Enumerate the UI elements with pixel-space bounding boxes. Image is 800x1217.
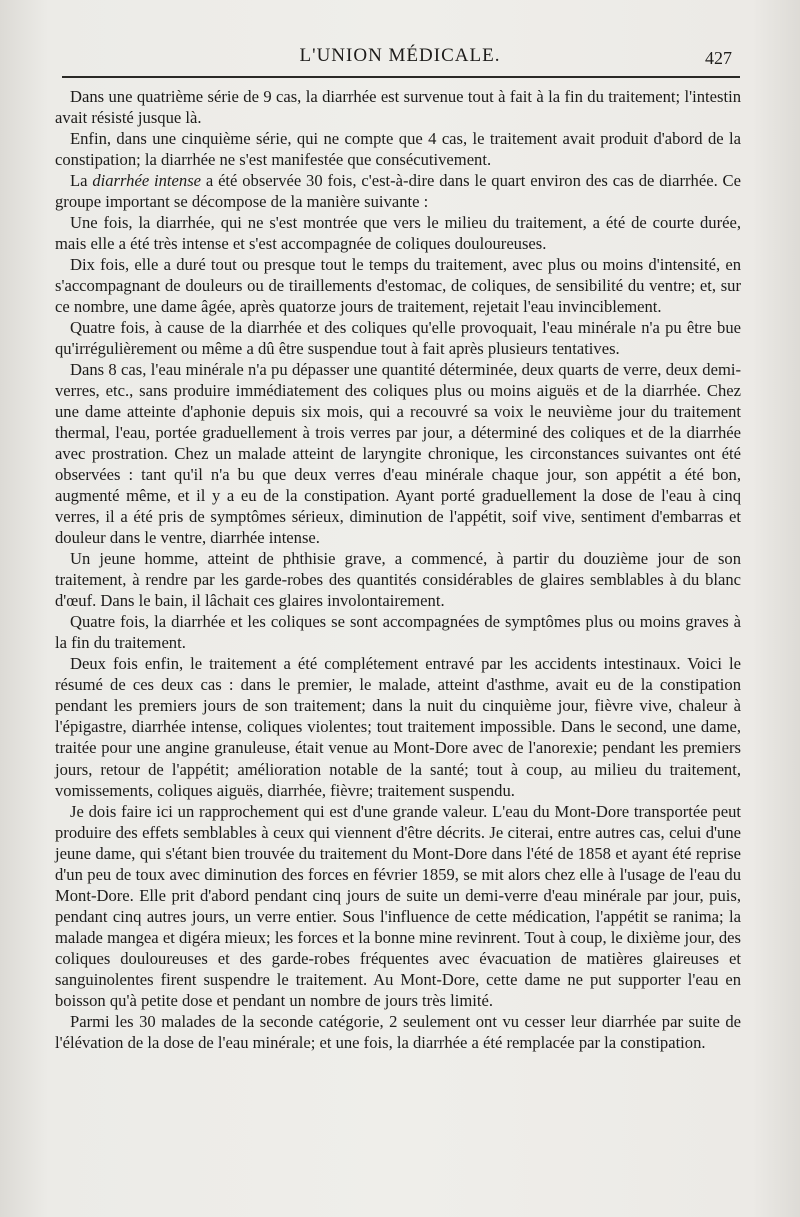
- paragraph: [55, 170, 741, 212]
- paragraph: Dans une quatrième série de 9 cas, la diarrhée est survenue tout à fait à la fin du traitement; l'intestin avait résisté jusque là.: [55, 87, 741, 128]
- page-header: [0, 45, 800, 75]
- paragraph: Parmi les 30 malades de la seconde catégorie, 2 seulement ont vu cesser leur diarrhée par suite de l'élévation de la dose de l'eau minérale; et une fois, la diarrhée a été remplacée par la constipation.: [55, 1011, 741, 1052]
- paragraph: Une fois, la diarrhée, qui ne s'est montrée que vers le milieu du traitement, a été de courte durée, mais elle a été très intense et s'est accompagnée de coliques douloureuses.: [55, 213, 741, 254]
- emphasized-term: diarrhée intense: [92, 171, 202, 191]
- paragraph: Deux fois enfin, le traitement a été complétement entravé par les accidents intestinaux. Voici le résumé de ces deux cas : dans le premier, le malade, atteint d'asthme, avait eu de la constipation pendant les premiers jours de son traitement; dans la nuit du cinquième jour, fièvre vive, chaleur à l'épigastre, diarrhée intense, coliques violentes; tout traitement impossible. Dans le second, une dame, traitée pour une angine granuleuse, était venue au Mont-Dore avec de l'anorexie; pendant les premiers jours, retour de l'appétit; amélioration notable de la santé; tout à coup, au milieu du traitement, vomissements, coliques aiguës, diarrhée, fièvre; traitement suspendu.: [55, 654, 741, 800]
- article-body: [55, 86, 741, 1053]
- paragraph-text: a été observée 30 fois, c'est-à-dire dans le quart environ des cas de diarrhée. Ce groupe important se décompose de la manière suivante :: [55, 171, 741, 212]
- page-number: 427: [705, 48, 732, 68]
- paragraph-text: La: [70, 171, 93, 191]
- paragraph: Quatre fois, la diarrhée et les coliques se sont accompagnées de symptômes plus ou moins graves à la fin du traitement.: [55, 612, 741, 653]
- paragraph: Un jeune homme, atteint de phthisie grave, a commencé, à partir du douzième jour de son traitement, à rendre par les garde-robes des quantités considérables de glaires semblables à du blanc d'œuf. Dans le bain, il lâchait ces glaires involontairement.: [55, 549, 741, 611]
- paragraph: Enfin, dans une cinquième série, qui ne compte que 4 cas, le traitement avait produit d'abord de la constipation; la diarrhée ne s'est manifestée que consécutivement.: [55, 129, 741, 170]
- paragraph: Dix fois, elle a duré tout ou presque tout le temps du traitement, avec plus ou moins d'intensité, en s'accompagnant de douleurs ou de tiraillements d'estomac, de coliques, de sensibilité du ventre; et, sur ce nombre, une dame âgée, après quatorze jours de traitement, rejetait l'eau invinciblement.: [55, 255, 741, 317]
- running-title: L'UNION MÉDICALE.: [299, 45, 501, 66]
- paragraph: Dans 8 cas, l'eau minérale n'a pu dépasser une quantité déterminée, deux quarts de verre, deux demi-verres, etc., sans produire immédiatement des coliques plus ou moins aiguës et de la diarrhée. Chez une dame atteinte d'aphonie depuis six mois, qui a recouvré sa voix le neuvième jour du traitement thermal, l'eau, portée graduellement à trois verres par jour, a déterminé des coliques et de la diarrhée avec prostration. Chez un malade atteint de laryngite chronique, les circonstances suivantes ont été observées : tant qu'il n'a bu que deux verres d'eau minérale chaque jour, son appétit a été bon, augmenté même, et il y a eu de la constipation. Ayant porté graduellement la dose de l'eau à cinq verres, il a été pris de symptômes sérieux, diminution de l'appétit, soif vive, sentiment d'embarras et douleur dans le ventre, diarrhée intense.: [55, 360, 741, 548]
- header-rule: [62, 76, 740, 78]
- paragraph: Je dois faire ici un rapprochement qui est d'une grande valeur. L'eau du Mont-Dore transportée peut produire des effets semblables à ceux qui viennent d'être décrits. Je citerai, entre autres cas, celui d'une jeune dame, qui s'étant bien trouvée du traitement du Mont-Dore dans l'été de 1858 et ayant été reprise d'un peu de toux avec diminution des forces en février 1859, se mit alors chez elle à l'usage de l'eau du Mont-Dore. Elle prit d'abord pendant cinq jours de suite un demi-verre d'eau minérale par jour, puis, pendant cinq autres jours, un verre entier. Sous l'influence de cette médication, l'appétit se ranima; la malade mangea et digéra mieux; les forces et la bonne mine revinrent. Tout à coup, le dixième jour, des coliques douloureuses et des garde-robes fréquentes avec évacuation de matières glaireuses et sanguinolentes firent suspendre le traitement. Au Mont-Dore, cette dame ne put supporter l'eau en boisson qu'à petite dose et pendant un nombre de jours très limité.: [55, 801, 741, 1010]
- paragraph: Quatre fois, à cause de la diarrhée et des coliques qu'elle provoquait, l'eau minérale n'a pu être bue qu'irrégulièrement ou même a dû être suspendue tout à fait après plusieurs tentatives.: [55, 318, 741, 359]
